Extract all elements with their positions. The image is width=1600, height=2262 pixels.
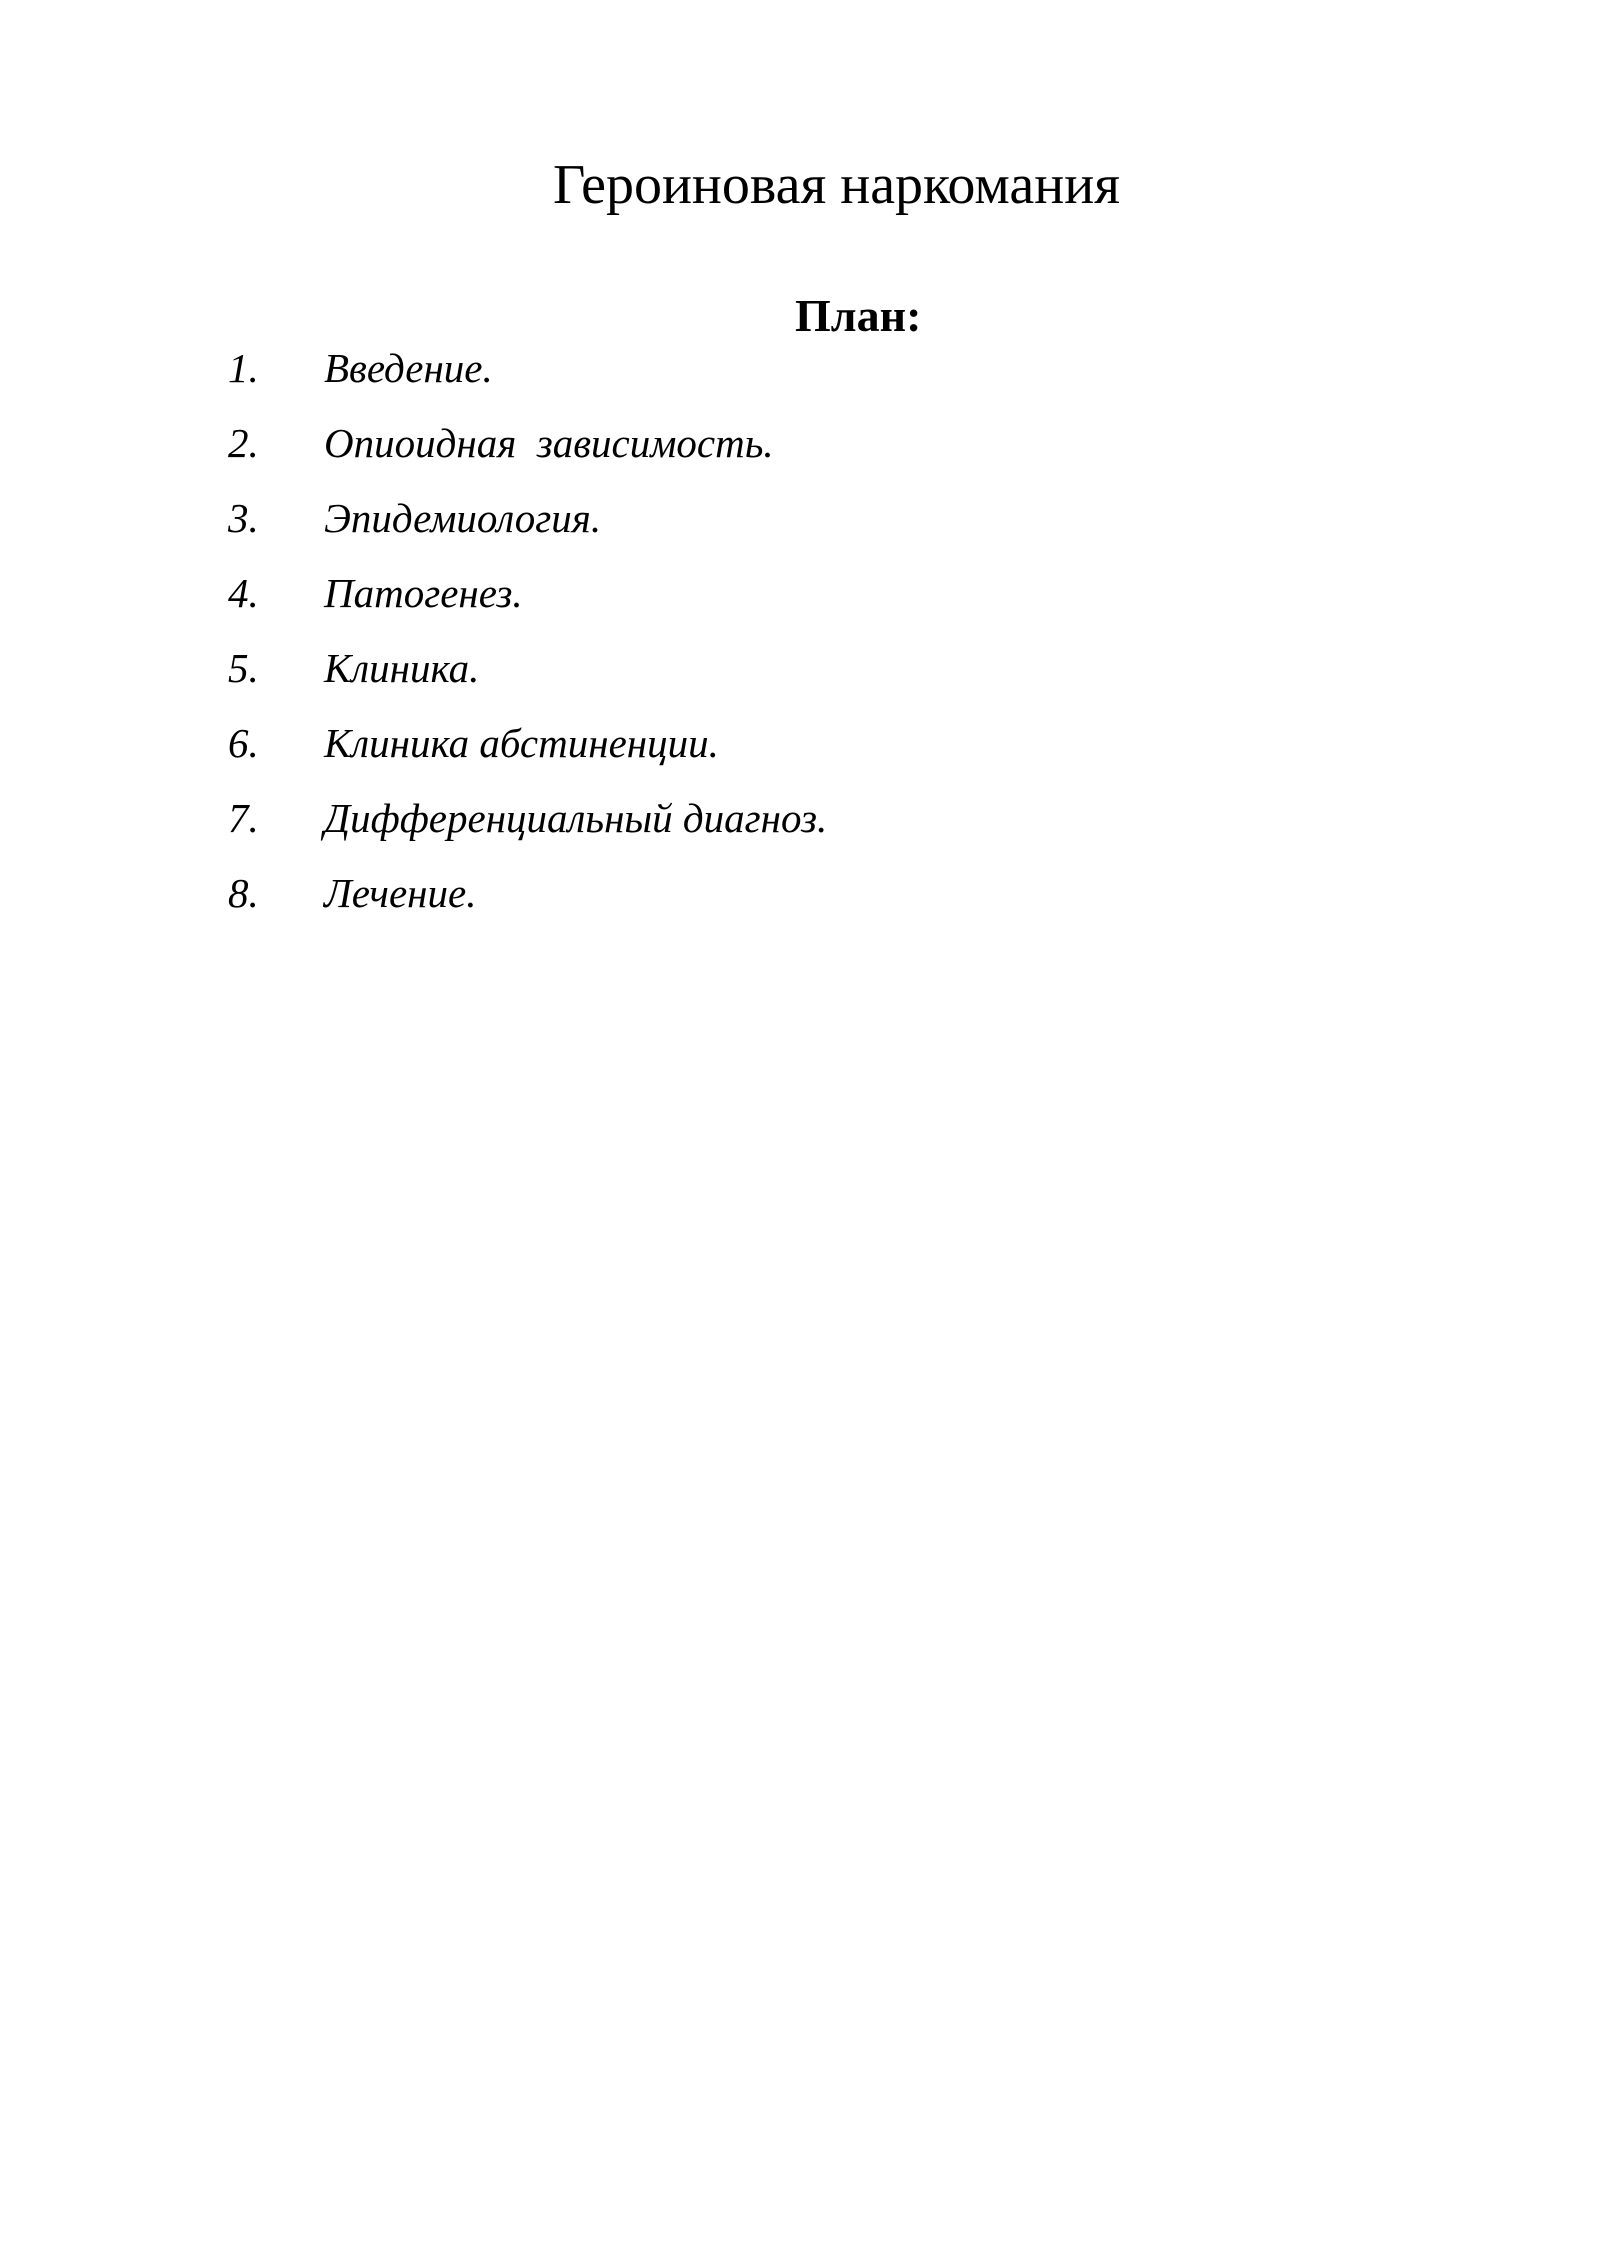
- plan-item-number: 7.: [228, 795, 259, 841]
- plan-item-text: Клиника абстиненции.: [324, 720, 719, 766]
- plan-item-number: 8.: [228, 870, 259, 916]
- plan-item-number: 6.: [228, 720, 259, 766]
- document-title: Героиновая наркомания: [553, 154, 1120, 216]
- plan-item-number: 3.: [228, 495, 259, 541]
- plan-heading: План:: [795, 290, 922, 341]
- plan-item-text: Лечение.: [324, 870, 477, 916]
- plan-item-text: Патогенез.: [324, 570, 523, 616]
- plan-item-text: Введение.: [324, 345, 493, 391]
- plan-item-text: Дифференциальный диагноз.: [324, 795, 828, 841]
- plan-item-text: Эпидемиология.: [324, 495, 602, 541]
- plan-item-text: Клиника.: [324, 645, 480, 691]
- plan-item-number: 2.: [228, 420, 259, 466]
- plan-item-number: 1.: [228, 345, 259, 391]
- plan-item-text: Опиоидная зависимость.: [324, 420, 774, 466]
- plan-item-number: 4.: [228, 570, 259, 616]
- plan-item-number: 5.: [228, 645, 259, 691]
